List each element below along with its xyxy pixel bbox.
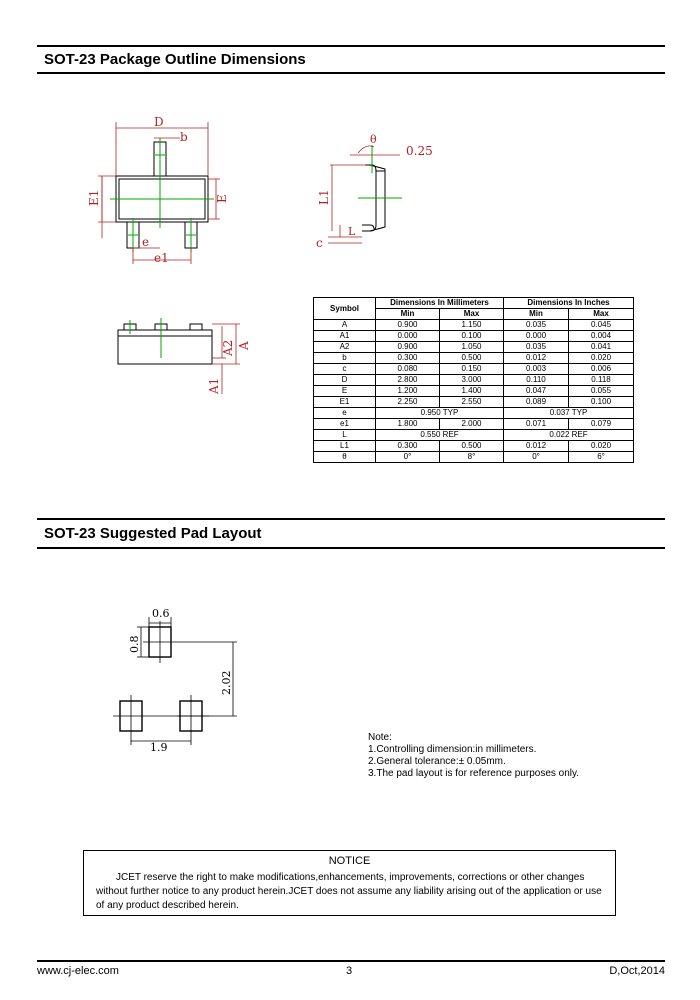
dim-label-A2: A2 bbox=[221, 339, 235, 356]
dim-label-e1: e1 bbox=[154, 251, 169, 265]
cell-mm-min: 1.800 bbox=[376, 419, 440, 430]
cell-mm-max: 0.100 bbox=[440, 331, 504, 342]
cell-in-min: 0.110 bbox=[504, 375, 569, 386]
dim-label-theta: θ bbox=[370, 133, 377, 146]
cell-mm-max: 2.550 bbox=[440, 397, 504, 408]
pad-section-rule-bottom bbox=[37, 547, 665, 549]
cell-in-min: 0.035 bbox=[504, 342, 569, 353]
cell-mm-min: 0.080 bbox=[376, 364, 440, 375]
cell-mm-typ: 0.950 TYP bbox=[376, 408, 504, 419]
cell-symbol: E bbox=[314, 386, 376, 397]
cell-mm-min: 0.900 bbox=[376, 320, 440, 331]
dim-label-b: b bbox=[180, 130, 188, 144]
notes-title: Note: bbox=[368, 732, 392, 743]
cell-mm-typ: 0.550 REF bbox=[376, 430, 504, 441]
top-view-centerlines bbox=[110, 138, 214, 252]
side-view-drawing bbox=[310, 125, 440, 255]
note-item: 1.Controlling dimension:in millimeters. bbox=[368, 744, 537, 755]
cell-mm-max: 8° bbox=[440, 452, 504, 463]
table-row bbox=[314, 320, 634, 331]
front-view-drawing bbox=[110, 310, 260, 400]
notice-body: JCET reserve the right to make modifications,enhancements, improvements, corrections or other changes without further notice to any product herein.JCET does not assume any liability arising out of the application or use of any product described herein. bbox=[96, 872, 602, 911]
cell-in-max: 0.006 bbox=[569, 364, 634, 375]
row-pitch-label: 2.02 bbox=[220, 670, 233, 695]
mm-max-header: Max bbox=[440, 309, 504, 320]
table-row bbox=[314, 364, 634, 375]
table-row bbox=[314, 375, 634, 386]
table-row bbox=[314, 342, 634, 353]
pad-span-label: 1.9 bbox=[150, 741, 168, 754]
cell-mm-max: 3.000 bbox=[440, 375, 504, 386]
side-view-dimension-lines bbox=[328, 146, 400, 243]
footer-revision: D,Oct,2014 bbox=[609, 965, 665, 977]
footer-page-number: 3 bbox=[346, 965, 353, 977]
table-row bbox=[314, 386, 634, 397]
cell-symbol: E1 bbox=[314, 397, 376, 408]
cell-symbol: θ bbox=[314, 452, 376, 463]
cell-mm-max: 1.050 bbox=[440, 342, 504, 353]
cell-mm-max: 0.500 bbox=[440, 353, 504, 364]
dim-label-D: D bbox=[154, 115, 164, 129]
cell-symbol: A2 bbox=[314, 342, 376, 353]
cell-symbol: e bbox=[314, 408, 376, 419]
mm-header: Dimensions In Millimeters bbox=[376, 298, 504, 309]
cell-in-min: 0.003 bbox=[504, 364, 569, 375]
cell-mm-min: 0.000 bbox=[376, 331, 440, 342]
cell-in-min: 0.012 bbox=[504, 441, 569, 452]
cell-mm-min: 1.200 bbox=[376, 386, 440, 397]
cell-mm-min: 0.300 bbox=[376, 441, 440, 452]
cell-symbol: e1 bbox=[314, 419, 376, 430]
symbol-header: Symbol bbox=[314, 298, 376, 320]
dim-label-E: E bbox=[215, 194, 229, 203]
dim-label-c: c bbox=[316, 236, 323, 250]
cell-in-typ: 0.037 TYP bbox=[504, 408, 634, 419]
notice-box bbox=[83, 850, 616, 916]
footer-rule bbox=[37, 960, 665, 962]
table-row bbox=[314, 441, 634, 452]
cell-mm-max: 1.400 bbox=[440, 386, 504, 397]
table-row bbox=[314, 331, 634, 342]
cell-in-max: 0.004 bbox=[569, 331, 634, 342]
footer-website: www.cj-elec.com bbox=[37, 965, 119, 977]
top-rule bbox=[37, 45, 665, 47]
cell-mm-min: 2.250 bbox=[376, 397, 440, 408]
cell-symbol: A bbox=[314, 320, 376, 331]
table-row bbox=[314, 430, 634, 441]
cell-in-min: 0° bbox=[504, 452, 569, 463]
cell-in-max: 0.079 bbox=[569, 419, 634, 430]
dim-label-L: L bbox=[348, 225, 356, 238]
pad-section-title: SOT-23 Suggested Pad Layout bbox=[44, 525, 262, 542]
cell-mm-min: 0.900 bbox=[376, 342, 440, 353]
cell-in-max: 0.045 bbox=[569, 320, 634, 331]
cell-mm-max: 0.150 bbox=[440, 364, 504, 375]
cell-in-max: 0.020 bbox=[569, 441, 634, 452]
cell-symbol: L1 bbox=[314, 441, 376, 452]
notes-block bbox=[368, 732, 579, 780]
cell-in-min: 0.047 bbox=[504, 386, 569, 397]
cell-in-min: 0.035 bbox=[504, 320, 569, 331]
table-row bbox=[314, 353, 634, 364]
cell-in-min: 0.012 bbox=[504, 353, 569, 364]
in-header: Dimensions In Inches bbox=[504, 298, 634, 309]
cell-mm-max: 2.000 bbox=[440, 419, 504, 430]
cell-in-min: 0.089 bbox=[504, 397, 569, 408]
pad-layout-drawing bbox=[105, 605, 245, 755]
note-item: 3.The pad layout is for reference purposes only. bbox=[368, 768, 580, 779]
cell-in-max: 0.118 bbox=[569, 375, 634, 386]
table-row bbox=[314, 408, 634, 419]
outline-title-rule bbox=[37, 72, 665, 74]
cell-symbol: L bbox=[314, 430, 376, 441]
dim-label-A: A bbox=[237, 341, 251, 350]
mm-min-header: Min bbox=[376, 309, 440, 320]
pad-width-label: 0.6 bbox=[152, 607, 170, 620]
cell-in-min: 0.071 bbox=[504, 419, 569, 430]
table-row bbox=[314, 419, 634, 430]
pad-section-rule-top bbox=[37, 518, 665, 520]
cell-in-max: 0.055 bbox=[569, 386, 634, 397]
cell-mm-max: 0.500 bbox=[440, 441, 504, 452]
note-item: 2.General tolerance:± 0.05mm. bbox=[368, 756, 506, 767]
dimension-table bbox=[313, 297, 634, 463]
cell-symbol: c bbox=[314, 364, 376, 375]
cell-symbol: D bbox=[314, 375, 376, 386]
cell-mm-min: 2.800 bbox=[376, 375, 440, 386]
pad-height-label: 0.8 bbox=[128, 635, 141, 653]
cell-in-max: 0.020 bbox=[569, 353, 634, 364]
cell-in-typ: 0.022 REF bbox=[504, 430, 634, 441]
cell-in-max: 0.100 bbox=[569, 397, 634, 408]
cell-mm-max: 1.150 bbox=[440, 320, 504, 331]
outline-section-title: SOT-23 Package Outline Dimensions bbox=[44, 51, 306, 68]
cell-symbol: b bbox=[314, 353, 376, 364]
in-max-header: Max bbox=[569, 309, 634, 320]
top-view-drawing bbox=[80, 110, 230, 270]
cell-mm-min: 0° bbox=[376, 452, 440, 463]
cell-in-min: 0.000 bbox=[504, 331, 569, 342]
in-min-header: Min bbox=[504, 309, 569, 320]
table-row bbox=[314, 452, 634, 463]
top-view-outline bbox=[116, 142, 208, 248]
table-row bbox=[314, 397, 634, 408]
front-view-outline bbox=[118, 324, 212, 364]
cell-in-max: 0.041 bbox=[569, 342, 634, 353]
notice-title: NOTICE bbox=[328, 855, 371, 867]
dim-label-E1: E1 bbox=[87, 189, 101, 206]
cell-symbol: A1 bbox=[314, 331, 376, 342]
cell-mm-min: 0.300 bbox=[376, 353, 440, 364]
dim-label-L1: L1 bbox=[317, 189, 331, 205]
dim-label-e: e bbox=[142, 235, 150, 249]
dim-label-A1: A1 bbox=[207, 377, 221, 394]
dim-label-gauge: 0.25 bbox=[406, 144, 433, 158]
cell-in-max: 6° bbox=[569, 452, 634, 463]
